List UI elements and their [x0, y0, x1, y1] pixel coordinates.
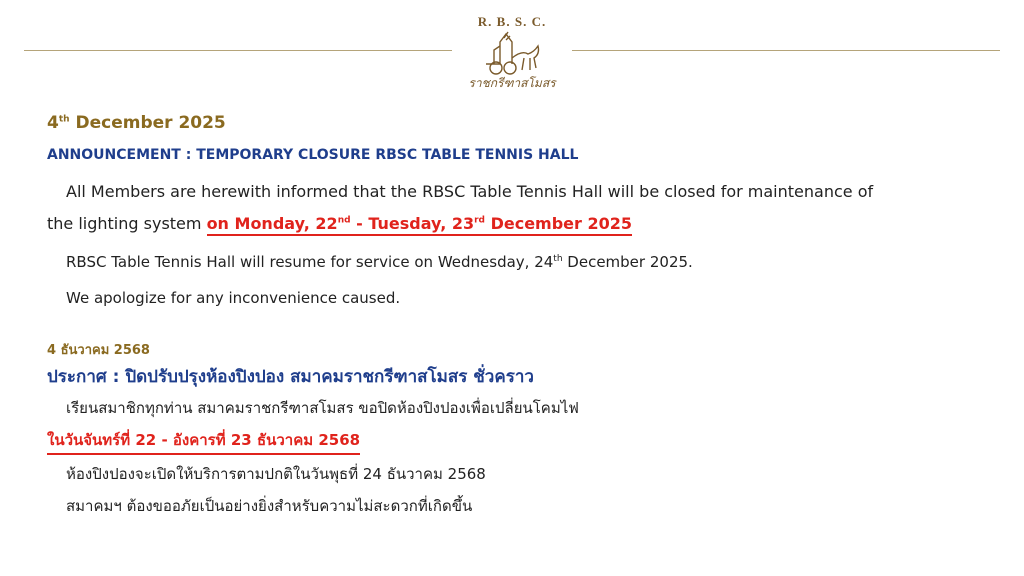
header-rule-left [24, 50, 452, 51]
thai-title: ประกาศ : ปิดปรับปรุงห้องปิงปอง สมาคมราชกรีฑาสโมสร ชั่วคราว [47, 367, 534, 387]
thai-paragraph-2: ห้องปิงปองจะเปิดให้บริการตามปกติในวันพุธที่ 24 ธันวาคม 2568 [66, 465, 486, 483]
english-date: 4th December 2025 [47, 113, 226, 133]
chariot-emblem-icon [480, 28, 544, 76]
logo-motto: ราชกรีฑาสโมสร [468, 76, 556, 90]
rbsc-logo [462, 14, 562, 94]
english-closure-dates: on Monday, 22nd - Tuesday, 23rd December 2025 [207, 214, 632, 236]
english-paragraph-2: RBSC Table Tennis Hall will resume for service on Wednesday, 24th December 2025. [66, 253, 693, 271]
thai-date: 4 ธันวาคม 2568 [47, 343, 150, 358]
english-paragraph-1-line-1: All Members are herewith informed that the RBSC Table Tennis Hall will be closed for maintenance of [66, 182, 874, 201]
english-paragraph-3: We apologize for any inconvenience caused. [66, 289, 401, 307]
thai-paragraph-1: เรียนสมาชิกทุกท่าน สมาคมราชกรีฑาสโมสร ขอปิดห้องปิงปองเพื่อเปลี่ยนโคมไฟ [66, 399, 579, 417]
logo-letters: R. B. S. C. [477, 14, 547, 29]
header-rule-right [572, 50, 1000, 51]
thai-paragraph-3: สมาคมฯ ต้องขออภัยเป็นอย่างยิ่งสำหรับความไม่สะดวกที่เกิดขึ้น [66, 497, 473, 515]
thai-closure-dates: ในวันจันทร์ที่ 22 - อังคารที่ 23 ธันวาคม 2568 [47, 428, 360, 455]
english-paragraph-1-line-2: the lighting system on Monday, 22nd - Tuesday, 23rd December 2025 [47, 214, 632, 233]
english-title: ANNOUNCEMENT : TEMPORARY CLOSURE RBSC TABLE TENNIS HALL [47, 147, 579, 163]
